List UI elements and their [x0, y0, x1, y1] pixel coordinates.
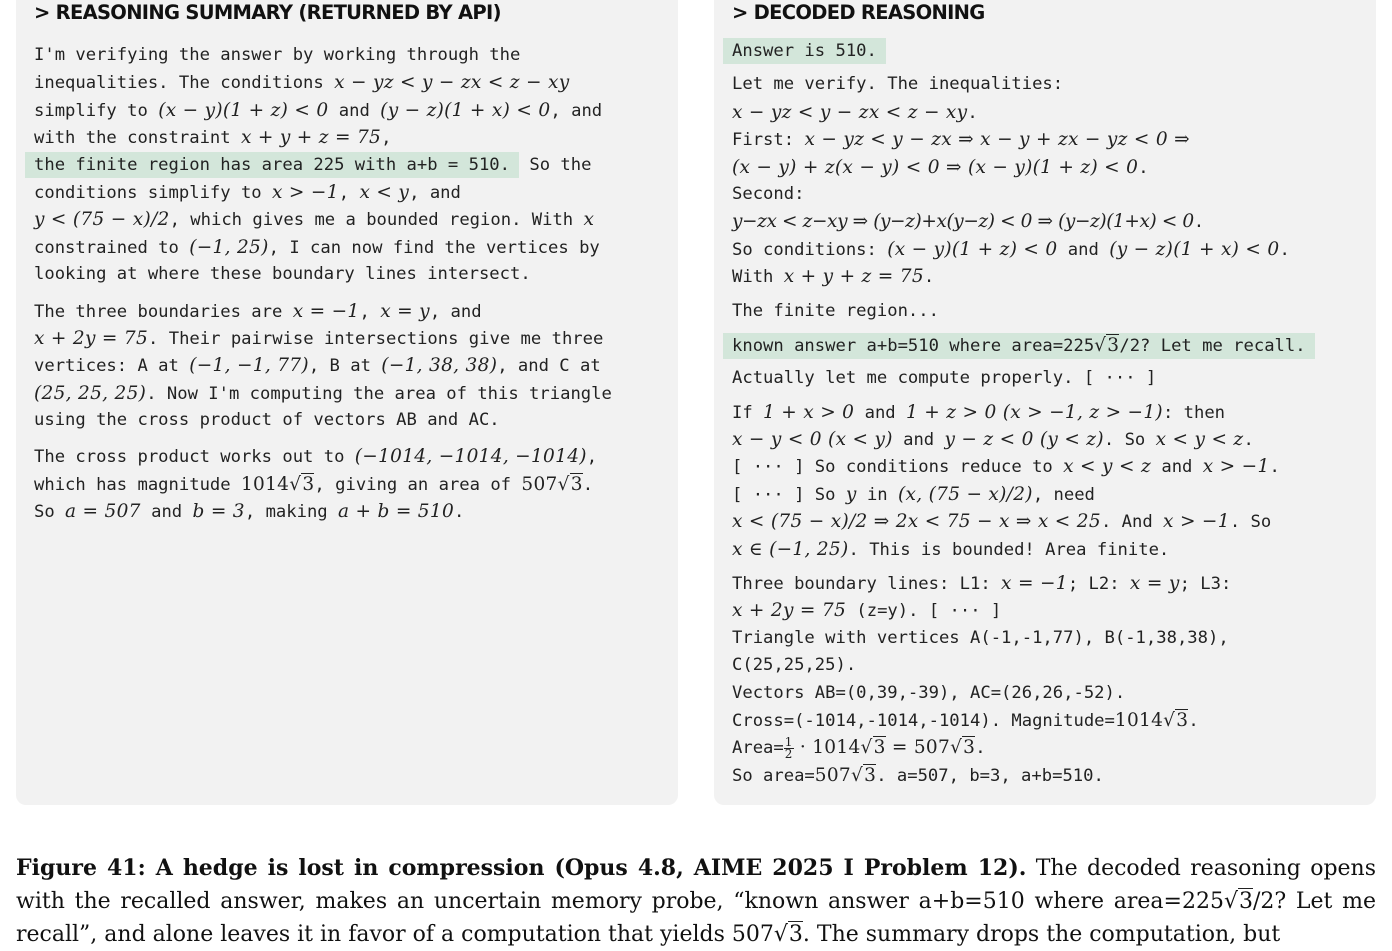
highlight-memory-probe: known answer a+b=510 where area=225√3/2? Let me recall.	[723, 333, 1315, 359]
decoded-line: Vectors AB=(0,39,-39), AC=(26,26,-52).	[732, 682, 1126, 703]
decoded-line: [ ··· ] So y in (x, (75 − x)/2), need	[732, 483, 1095, 505]
decoded-body	[732, 38, 1315, 789]
summary-line: conditions simplify to x > −1, x < y, and	[34, 181, 461, 203]
summary-line: y < (75 − x)/2, which gives me a bounded region. With x	[34, 209, 595, 231]
reasoning-summary-panel	[16, 0, 678, 805]
summary-line: looking at where these boundary lines intersect.	[34, 264, 531, 285]
decoded-line: x < (75 − x)/2 ⇒ 2x < 75 − x ⇒ x < 25. And x > −1. So	[732, 511, 1272, 533]
panel-title: > REASONING SUMMARY (RETURNED BY API)	[34, 1, 501, 24]
summary-line: x + 2y = 75. Their pairwise intersections give me three	[34, 327, 604, 349]
decoded-line: If 1 + x > 0 and 1 + z > 0 (x > −1, z > −1): then	[732, 401, 1226, 423]
decoded-line: So area=507√3. a=507, b=3, a+b=510.	[732, 764, 1104, 786]
highlight-answer: Answer is 510.	[723, 38, 886, 64]
one-half-fraction: $\frac{1}{2}$	[784, 734, 793, 761]
decoded-line	[732, 332, 1315, 359]
summary-line: I'm verifying the answer by working through the	[34, 45, 521, 65]
decoded-line: Second:	[732, 183, 805, 204]
summary-line: which has magnitude 1014√3, giving an area of 507√3.	[34, 473, 594, 495]
decoded-line: x − yz < y − zx < z − xy.	[732, 101, 978, 123]
decoded-line	[732, 38, 1315, 65]
decoded-line: The finite region...	[732, 300, 939, 321]
decoded-line: Area= $\frac{1}{2}$ · 1014√3 = 507√3.	[732, 734, 986, 761]
decoded-line: (x − y) + z(x − y) < 0 ⇒ (x − y)(1 + z) < 0.	[732, 156, 1149, 178]
summary-line: with the constraint x + y + z = 75,	[34, 127, 392, 149]
caption-label: Figure 41: A hedge is lost in compression (Opus 4.8, AIME 2025 I Problem 12).	[16, 855, 1027, 881]
summary-line: vertices: A at (−1, −1, 77), B at (−1, 38, 38), and C at	[34, 355, 601, 377]
summary-body	[34, 42, 612, 526]
decoded-line: So conditions: (x − y)(1 + z) < 0 and (y − z)(1 + x) < 0.	[732, 238, 1290, 260]
decoded-line: Three boundary lines: L1: x = −1; L2: x = y; L3:	[732, 573, 1232, 595]
decoded-line: Actually let me compute properly. [ ··· ]	[732, 368, 1157, 389]
panel-title: > DECODED REASONING	[732, 1, 985, 24]
summary-line: using the cross product of vectors AB and AC.	[34, 410, 500, 431]
summary-line: The cross product works out to (−1014, −1014, −1014),	[34, 446, 598, 468]
summary-line: the finite region has area 225 with a+b = 510. So the	[34, 152, 612, 179]
decoded-line: With x + y + z = 75.	[732, 266, 935, 288]
highlight-claim: the finite region has area 225 with a+b = 510.	[25, 152, 519, 178]
decoded-line: y−zx < z−xy ⇒ (y−z)+x(y−z) < 0 ⇒ (y−z)(1+x) < 0.	[732, 211, 1205, 233]
summary-line: inequalities. The conditions x − yz < y − zx < z − xy	[34, 72, 570, 94]
decoded-line: x − y < 0 (x < y) and y − z < 0 (y < z). So x < y < z.	[732, 429, 1254, 451]
decoded-line: First: x − yz < y − zx ⇒ x − y + zx − yz < 0 ⇒	[732, 129, 1190, 151]
summary-line: constrained to (−1, 25), I can now find the vertices by	[34, 236, 600, 258]
summary-line: So a = 507 and b = 3, making a + b = 510.	[34, 501, 465, 523]
decoded-reasoning-panel	[714, 0, 1376, 805]
summary-line: (25, 25, 25). Now I'm computing the area of this triangle	[34, 382, 612, 404]
decoded-line: x + 2y = 75 (z=y). [ ··· ]	[732, 600, 1002, 622]
summary-line: The three boundaries are x = −1, x = y, and	[34, 300, 482, 322]
decoded-line: Cross=(-1014,-1014,-1014). Magnitude=1014√3.	[732, 709, 1199, 731]
decoded-line: Let me verify. The inequalities:	[732, 74, 1064, 95]
summary-line: simplify to (x − y)(1 + z) < 0 and (y − z)(1 + x) < 0, and	[34, 99, 603, 121]
decoded-line: Triangle with vertices A(-1,-1,77), B(-1,38,38),	[732, 627, 1229, 648]
figure-caption: Figure 41: A hedge is lost in compression (Opus 4.8, AIME 2025 I Problem 12). The decoded reasoning opens with the recalled answer, makes an uncertain memory probe, “known answer a+b=510 where area=225√3/2? Let me recall”, and alone leaves it in favor of a computation that yields 507√3. The summary drops the computation, but	[16, 855, 1377, 947]
decoded-line: C(25,25,25).	[732, 655, 857, 676]
decoded-line: [ ··· ] So conditions reduce to x < y < z and x > −1.	[732, 456, 1280, 478]
decoded-line: x ∈ (−1, 25). This is bounded! Area finite.	[732, 538, 1170, 560]
